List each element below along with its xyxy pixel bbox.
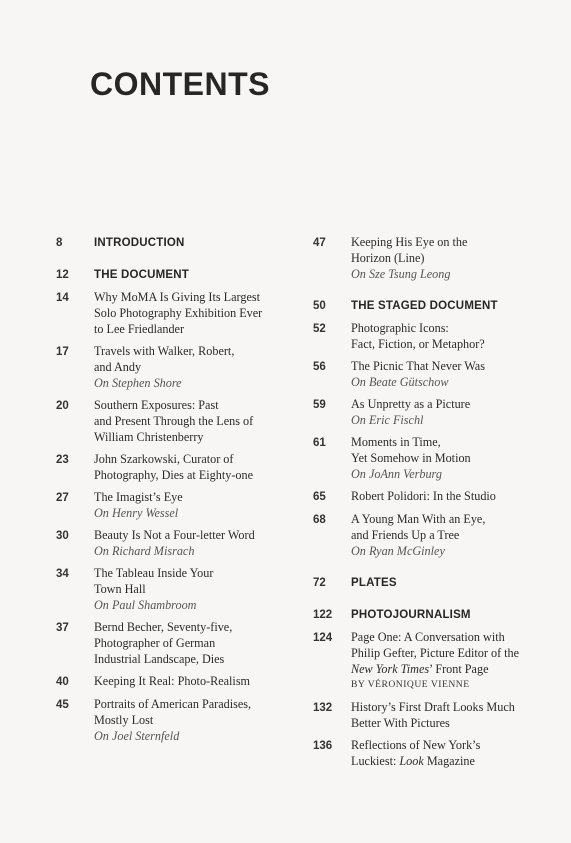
entry-title-line: The Picnic That Never Was: [351, 359, 485, 373]
page-number: 30: [56, 530, 69, 542]
contents-left-column: [56, 234, 306, 744]
entry-title-line: Travels with Walker, Robert,: [94, 344, 235, 358]
toc-entry-becher[interactable]: [56, 619, 306, 667]
toc-entry-beauty[interactable]: [56, 527, 306, 559]
toc-entry-reflections[interactable]: [313, 737, 553, 769]
entry-title-line: Southern Exposures: Past: [94, 398, 219, 412]
page-number: 23: [56, 454, 69, 466]
entry-byline: On Richard Misrach: [94, 544, 195, 558]
entry-title-line: Photographic Icons:: [351, 321, 449, 335]
toc-entry-young-man[interactable]: [313, 511, 553, 559]
toc-entry-unpretty[interactable]: [313, 396, 553, 428]
entry-title-line: Town Hall: [94, 582, 146, 596]
entry-title-line: Philip Gefter, Picture Editor of the: [351, 646, 520, 660]
page-title: CONTENTS: [90, 66, 270, 102]
entry-title-line: and Andy: [94, 360, 142, 374]
page-number: 40: [56, 676, 69, 688]
page-number: 47: [313, 237, 326, 249]
entry-title-line: and Friends Up a Tree: [351, 528, 460, 542]
page-number: 37: [56, 622, 69, 634]
toc-entry-page-one[interactable]: [313, 629, 553, 693]
entry-title-line: The Tableau Inside Your: [94, 566, 214, 580]
entry-title-line: Portraits of American Paradises,: [94, 697, 252, 711]
magazine-name: Look: [399, 754, 424, 768]
entry-title-line: Robert Polidori: In the Studio: [351, 489, 496, 503]
entry-title-line: As Unpretty as a Picture: [351, 397, 471, 411]
entry-title-line: Beauty Is Not a Four-letter Word: [94, 528, 255, 542]
entry-title-line: Photography, Dies at Eighty-one: [94, 468, 253, 482]
entry-title-line: Solo Photography Exhibition Ever: [94, 306, 263, 320]
toc-entry-plates[interactable]: [313, 574, 553, 591]
toc-entry-imagists-eye[interactable]: [56, 489, 306, 521]
entry-title-fragment: Luckiest:: [351, 754, 400, 768]
entry-title-line: to Lee Friedlander: [94, 322, 185, 336]
page-number: 8: [56, 237, 63, 249]
entry-title-line: Keeping It Real: Photo-Realism: [94, 674, 251, 688]
page-number: 17: [56, 346, 69, 358]
toc-entry-tableau[interactable]: [56, 565, 306, 613]
entry-byline: BY VÉRONIQUE VIENNE: [351, 679, 470, 690]
page-number: 34: [56, 568, 69, 580]
entry-title-fragment: ’ Front Page: [429, 662, 489, 676]
toc-entry-moments-in-time[interactable]: [313, 434, 553, 482]
entry-title-line: Industrial Landscape, Dies: [94, 652, 225, 666]
page-number: 14: [56, 292, 69, 304]
page-number: 61: [313, 437, 326, 449]
entry-title-line: and Present Through the Lens of: [94, 414, 254, 428]
entry-title-line: Moments in Time,: [351, 435, 441, 449]
toc-entry-first-draft[interactable]: [313, 699, 553, 731]
toc-entry-photographic-icons[interactable]: [313, 320, 553, 352]
entry-title-line: Yet Somehow in Motion: [351, 451, 471, 465]
toc-entry-picnic[interactable]: [313, 358, 553, 390]
toc-entry-szarkowski[interactable]: [56, 451, 306, 483]
entry-title-line: Reflections of New York’s: [351, 738, 481, 752]
page-number: 122: [313, 609, 333, 621]
page-number: 136: [313, 740, 333, 752]
entry-title-line: Page One: A Conversation with: [351, 630, 505, 644]
page-number: 59: [313, 399, 326, 411]
page-number: 50: [313, 300, 326, 312]
page-number: 20: [56, 400, 69, 412]
entry-byline: On Eric Fischl: [351, 413, 424, 427]
toc-entry-the-document[interactable]: [56, 266, 306, 283]
toc-entry-southern-exposures[interactable]: [56, 397, 306, 445]
entry-title-line: William Christenberry: [94, 430, 204, 444]
newspaper-name: New York Times: [351, 662, 430, 676]
toc-entry-travels[interactable]: [56, 343, 306, 391]
entry-title-fragment: Magazine: [423, 754, 475, 768]
entry-title-line: Keeping His Eye on the: [351, 235, 468, 249]
page-number: 65: [313, 491, 326, 503]
page-number: 72: [313, 577, 326, 589]
section-heading: THE DOCUMENT: [94, 269, 190, 281]
toc-entry-photojournalism[interactable]: [313, 606, 553, 623]
entry-byline: On Paul Shambroom: [94, 598, 197, 612]
page-number: 45: [56, 699, 69, 711]
entry-title-line: The Imagist’s Eye: [94, 490, 183, 504]
entry-byline: On Stephen Shore: [94, 376, 182, 390]
entry-title-line: A Young Man With an Eye,: [351, 512, 486, 526]
entry-byline: On Henry Wessel: [94, 506, 179, 520]
page-number: 124: [313, 632, 333, 644]
entry-byline: On Ryan McGinley: [351, 544, 445, 558]
toc-entry-polidori[interactable]: [313, 488, 553, 505]
toc-entry-horizon[interactable]: [313, 234, 553, 282]
section-heading: PHOTOJOURNALISM: [351, 609, 471, 621]
entry-title-line: Horizon (Line): [351, 251, 425, 265]
entry-byline: On Sze Tsung Leong: [351, 267, 451, 281]
page-number: 68: [313, 514, 326, 526]
toc-entry-moma-friedlander[interactable]: [56, 289, 306, 337]
entry-title-line: [351, 661, 553, 677]
section-heading: PLATES: [351, 577, 397, 589]
section-heading: INTRODUCTION: [94, 237, 185, 249]
toc-entry-portraits[interactable]: [56, 696, 306, 744]
section-heading: THE STAGED DOCUMENT: [351, 300, 498, 312]
page-number: 132: [313, 702, 333, 714]
entry-byline: On Joel Sternfeld: [94, 729, 180, 743]
page-number: 12: [56, 269, 69, 281]
entry-title-line: Mostly Lost: [94, 713, 154, 727]
entry-title-line: History’s First Draft Looks Much: [351, 700, 515, 714]
entry-byline: On JoAnn Verburg: [351, 467, 442, 481]
toc-entry-staged-document[interactable]: [313, 297, 553, 314]
entry-title-line: [351, 753, 553, 769]
toc-entry-keeping-it-real[interactable]: [56, 673, 306, 690]
entry-title-line: Photographer of German: [94, 636, 216, 650]
entry-title-line: John Szarkowski, Curator of: [94, 452, 234, 466]
page-number: 27: [56, 492, 69, 504]
page-number: 56: [313, 361, 326, 373]
contents-right-column: [313, 234, 553, 769]
entry-title-line: Why MoMA Is Giving Its Largest: [94, 290, 260, 304]
toc-entry-introduction[interactable]: [56, 234, 306, 251]
entry-title-line: Fact, Fiction, or Metaphor?: [351, 337, 485, 351]
entry-title-line: Better With Pictures: [351, 716, 450, 730]
entry-byline: On Beate Gütschow: [351, 375, 449, 389]
entry-title-line: Bernd Becher, Seventy-five,: [94, 620, 233, 634]
page-number: 52: [313, 323, 326, 335]
